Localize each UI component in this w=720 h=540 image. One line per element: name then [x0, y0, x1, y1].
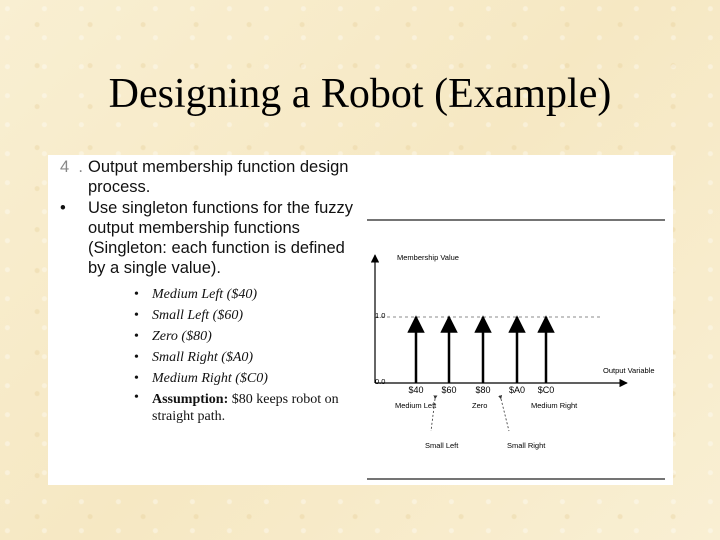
y-tick-1: 1.0 [375, 311, 386, 320]
sub-item-assumption: • Assumption: $80 keeps robot on straight path. [134, 390, 339, 424]
y-axis-label: Membership Value [397, 253, 459, 262]
sub-item-small-right: • Small Right ($A0) [134, 350, 254, 365]
x-tick-label: $C0 [537, 385, 555, 395]
step-text: Output membership function design process. [88, 158, 349, 196]
x-tick-label: $40 [408, 385, 424, 395]
bullet-item [58, 198, 358, 278]
value-label: Small Left [425, 441, 459, 450]
bullet-marker: • [60, 199, 66, 217]
sub-list [58, 284, 358, 425]
bullet-text: Use singleton functions for the fuzzy output membership functions (Singleton: each function is defined by a single value). [88, 199, 354, 277]
leader-line [501, 399, 509, 431]
x-tick-label: $A0 [508, 385, 526, 395]
assumption-text: $80 keeps robot on straight path. [152, 392, 339, 424]
value-label: Medium Right [531, 401, 578, 410]
x-tick-label: $80 [475, 385, 491, 395]
x-axis-label: Output Variable [603, 366, 655, 375]
value-label: Medium Left [395, 401, 437, 410]
sub-item-small-left: • Small Left ($60) [134, 308, 243, 323]
step-item [58, 157, 358, 197]
step-number: 4 . [60, 158, 83, 176]
assumption-label: Assumption: [152, 392, 229, 407]
value-label: Zero [472, 401, 488, 410]
x-tick-label: $60 [441, 385, 457, 395]
slide-title: Designing a Robot (Example) [108, 71, 612, 117]
sub-item-zero: • Zero ($80) [134, 329, 212, 344]
text-column [58, 157, 358, 425]
sub-item-medium-left: • Medium Left ($40) [134, 287, 257, 302]
singleton-diagram [355, 205, 675, 490]
sub-item-medium-right: • Medium Right ($C0) [134, 371, 268, 386]
y-tick-0: 0.0 [375, 377, 386, 386]
value-label: Small Right [507, 441, 546, 450]
